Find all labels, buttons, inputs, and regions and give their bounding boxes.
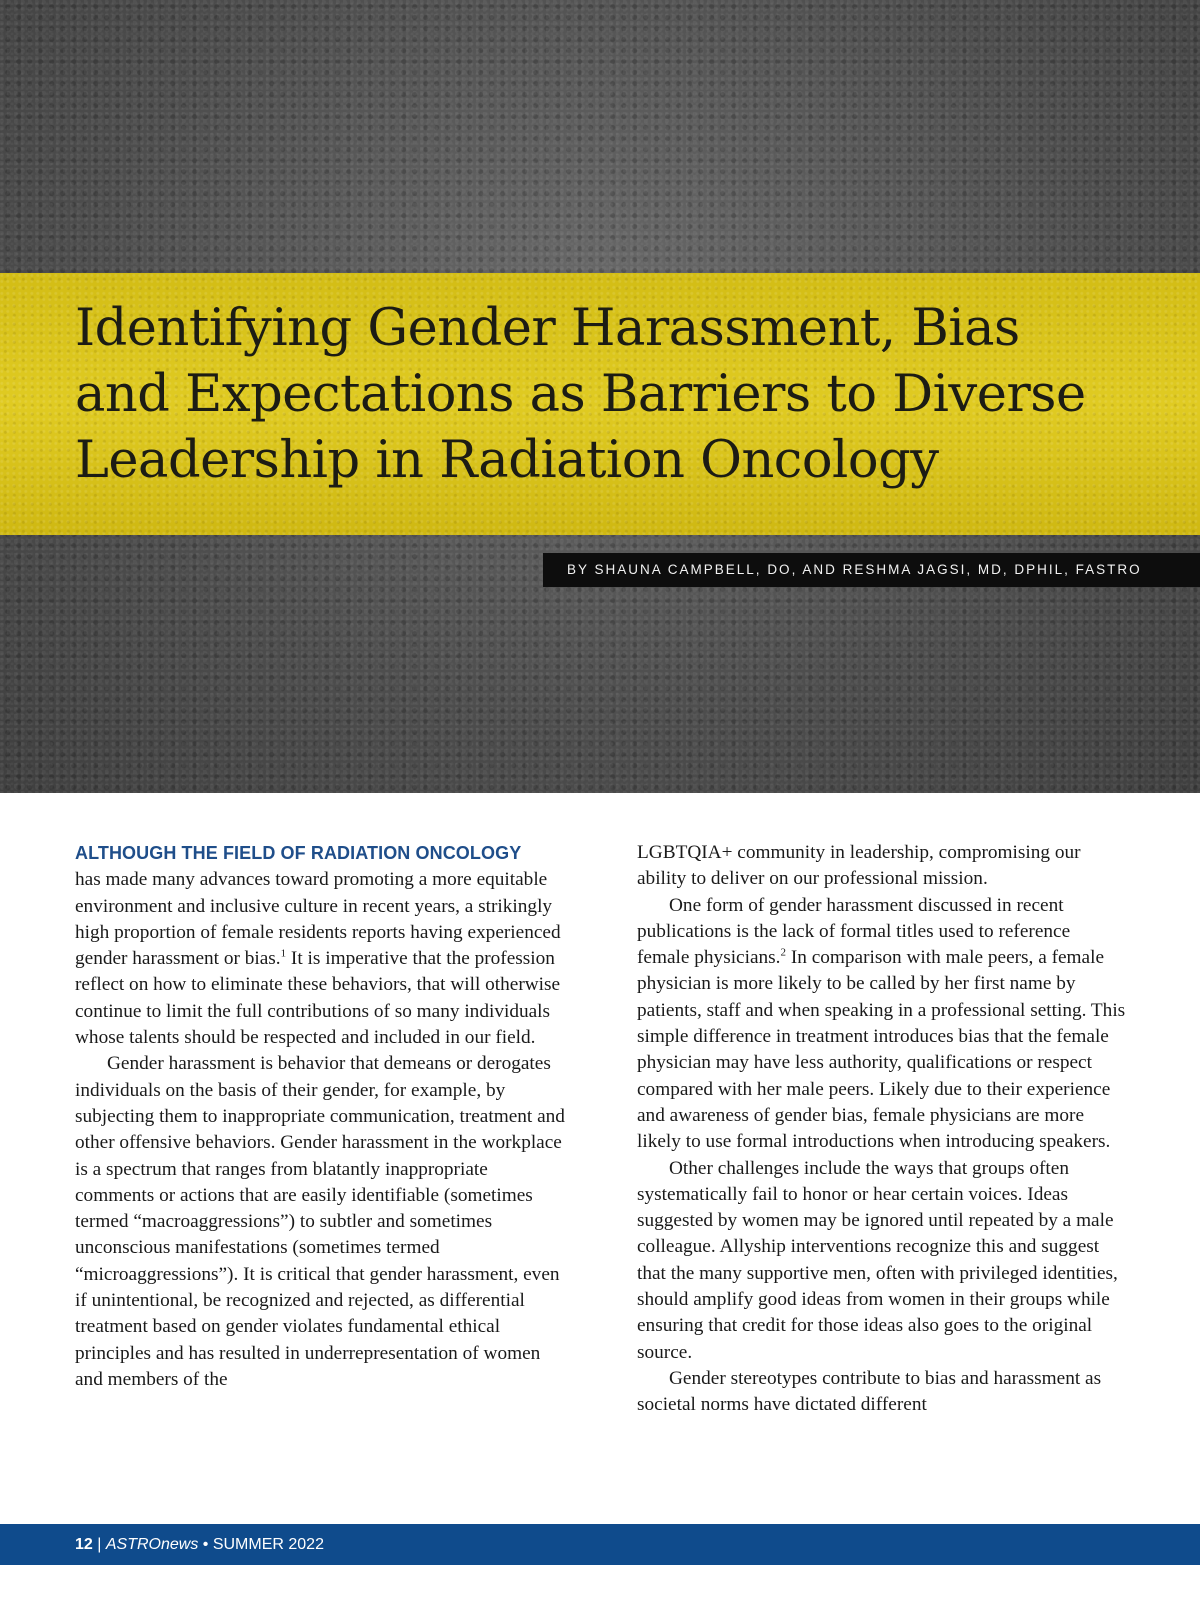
paragraph: Other challenges include the ways that groups often systematically fail to honor or hear certain voices. Ideas suggested by women may be ignored until repeated by a male colleague. Allyship interventions recognize this and suggest that the many supportive men, often with privileged identities, should amplify good ideas from women in their groups while ensuring that credit for those ideas also goes to the original source. <box>637 1157 1118 1363</box>
hero-asphalt-image <box>0 0 1200 793</box>
title-line: Leadership in Radiation Oncology <box>75 431 939 490</box>
lead-in: ALTHOUGH THE FIELD OF RADIATION ONCOLOGY <box>75 843 522 863</box>
page-number: 12 <box>75 1536 93 1553</box>
title-line: and Expectations as Barriers to Diverse <box>75 365 1086 424</box>
paragraph-text: has made many advances toward promoting a more equitable environment and inclusive culture in recent years, a strikingly high proportion of female residents reports having experienced gender harassment or bias. <box>75 869 561 970</box>
body-column-right <box>637 840 1127 1419</box>
article-byline: BY SHAUNA CAMPBELL, DO, AND RESHMA JAGSI, MD, DPHIL, FASTRO <box>543 553 1200 587</box>
paragraph-text: In comparison with male peers, a female physician is more likely to be called by her first name by patients, staff and when speaking in a professional setting. This simple difference in treatment introduces bias that the female physician may have less authority, qualifications or respect compared with her male peers. Likely due to their experience and awareness of gender bias, female physicians are more likely to use formal introductions when introducing speakers. <box>637 947 1126 1153</box>
article-title <box>75 296 1175 494</box>
magazine-name: ASTROnews <box>105 1536 199 1553</box>
paragraph-continued: LGBTQIA+ community in leadership, compromising our ability to deliver on our professional mission. <box>637 842 1081 890</box>
paragraph <box>637 893 1127 1156</box>
paragraph-text: It is imperative that the profession reflect on how to eliminate these behaviors, that will otherwise continue to limit the full contributions of so many individuals whose talents should be respected and included in our field. <box>75 948 561 1049</box>
body-column-left <box>75 840 565 1393</box>
footer-bullet: • <box>198 1536 213 1553</box>
paragraph-text: One form of gender harassment discussed in recent publications is the lack of formal titles used to reference female physicians. <box>637 894 1071 969</box>
title-line: Identifying Gender Harassment, Bias <box>75 299 1020 358</box>
footnote-ref[interactable]: 2 <box>780 946 786 959</box>
paragraph: Gender stereotypes contribute to bias and harassment as societal norms have dictated different <box>637 1367 1102 1416</box>
paragraph: Gender harassment is behavior that demeans or derogates individuals on the basis of their gender, for example, by subjecting them to inappropriate communication, treatment and other offensive behaviors. Gender harassment in the workplace is a spectrum that ranges from blatantly inappropriate comments or actions that are easily identifiable (sometimes termed “macroaggressions”) to subtler and sometimes unconscious manifestations (sometimes termed “microaggressions”). It is critical that gender harassment, even if unintentional, be recognized and rejected, as differential treatment based on gender violates fundamental ethical principles and has resulted in underrepresentation of women and members of the <box>75 1053 565 1390</box>
footnote-ref[interactable]: 1 <box>280 947 287 960</box>
footer-separator: | <box>92 1536 106 1553</box>
issue-label: SUMMER 2022 <box>212 1536 324 1553</box>
page-footer <box>0 1524 1200 1565</box>
paragraph-intro <box>75 840 565 1051</box>
